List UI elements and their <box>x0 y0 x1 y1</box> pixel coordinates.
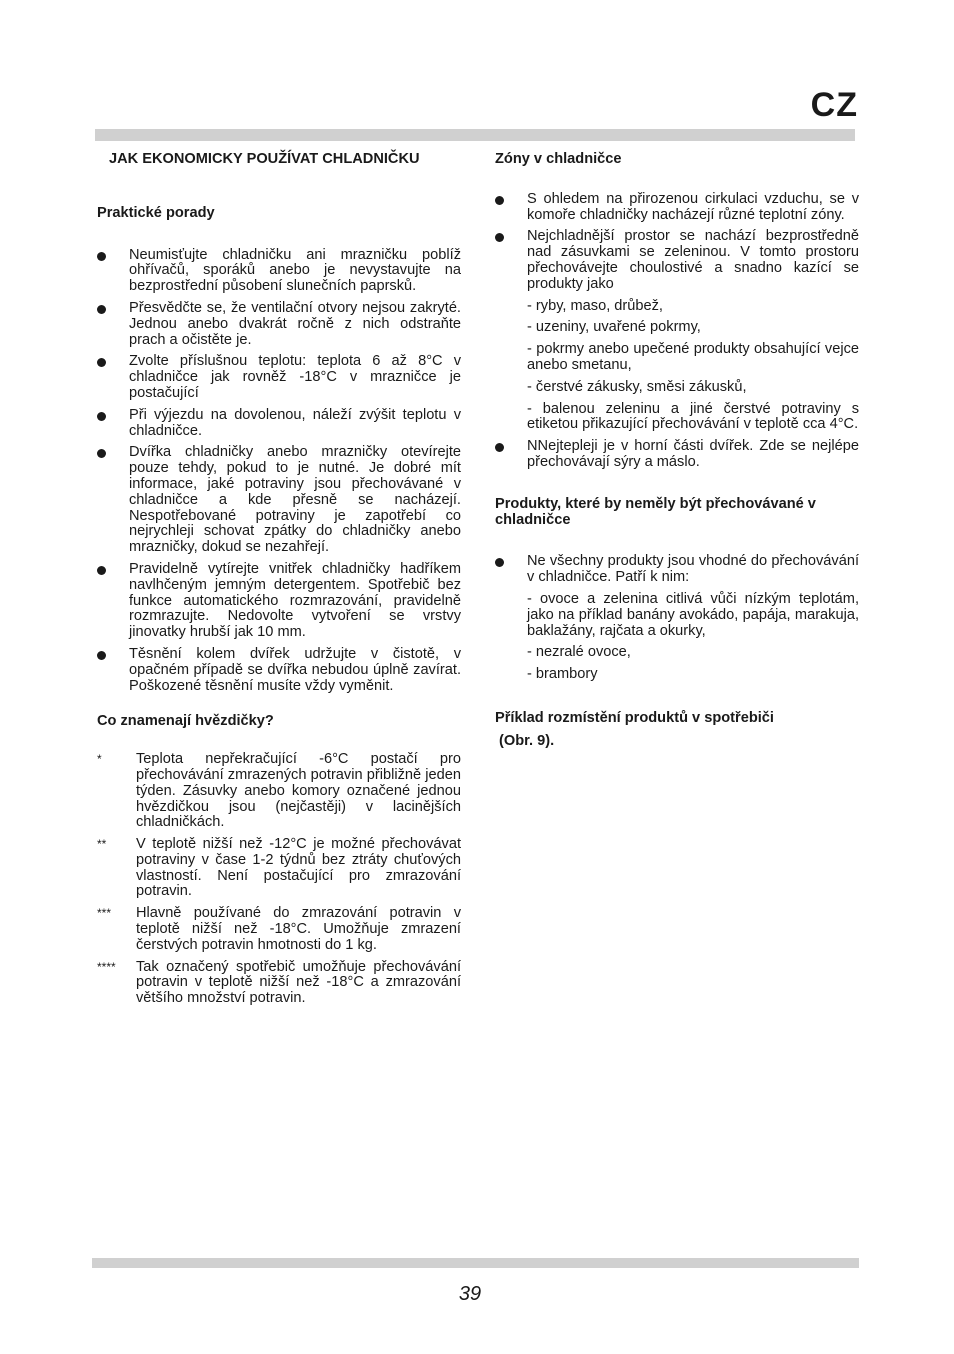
bullet-icon <box>97 651 106 660</box>
list-item: Ne všechny produkty jsou vhodné do přechovávání v chladničce. Patří k nim: <box>495 554 859 586</box>
bullet-icon <box>495 558 504 567</box>
star-marker: ** <box>97 837 107 852</box>
bullet-icon <box>495 443 504 452</box>
zones-list-2 <box>495 439 859 471</box>
bottom-divider-bar <box>92 1258 859 1268</box>
list-item: - pokrmy anebo upečené produkty obsahující vejce anebo smetanu, <box>527 341 859 373</box>
list-item: - ovoce a zelenina citlivá vůči nízkým teplotám, jako na příklad banány avokádo, papája, marakuja, baklažány, rajčata a okurky, <box>527 590 859 639</box>
list-item: Nejchladnější prostor se nachází bezprostředně nad zásuvkami se zeleninou. V tomto prostoru přechovávejte choulostivé a snadno kazící se produkty jako <box>495 229 859 292</box>
right-column <box>495 152 859 750</box>
language-code: CZ <box>810 86 858 124</box>
bullet-icon <box>495 233 504 242</box>
list-item: Zvolte příslušnou teplotu: teplota 6 až 8°C v chladničce jak rovněž -18°C v mrazničce je postačující <box>97 354 461 401</box>
zones-list <box>495 192 859 293</box>
star-marker: *** <box>97 906 112 921</box>
example-reference: (Obr. 9). <box>499 732 555 749</box>
bullet-icon <box>97 252 106 261</box>
zones-heading: Zóny v chladničce <box>495 151 622 167</box>
not-stored-products-list <box>495 592 859 683</box>
list-item: - ryby, maso, drůbež, <box>527 297 663 314</box>
stars-heading: Co znamenají hvězdičky? <box>97 713 274 730</box>
list-item: - nezralé ovoce, <box>527 644 631 661</box>
section-title: JAK EKONOMICKY POUŽÍVAT CHLADNIČKU <box>109 151 420 167</box>
list-item: - balenou zeleninu a jiné čerstvé potraviny s etiketou přikazující přechovávání v teplotě cca 4°C. <box>527 400 859 433</box>
list-item: Pravidelně vytírejte vnitřek chladničky hadříkem navlhčeným jemným detergentem. Spotřebič bez funkce automatického rozmrazování, pravidelně rozmrazujte. Nedovolte vytvoření se vrstvy jinovatky hrubší jak 10 mm. <box>97 562 461 641</box>
list-item: - uzeniny, uvařené pokrmy, <box>527 319 701 336</box>
bullet-icon <box>97 449 106 458</box>
list-item: S ohledem na přirozenou cirkulaci vzduchu, se v komoře chladničky nacházejí různé teplotní zóny. <box>495 192 859 224</box>
list-item: * Teplota nepřekračující -6°C postačí pro přechovávání zmrazených potravin přibližně jeden týden. Zásuvky anebo komory označené jednou hvězdičkou jsou (nejčastěji) v lacinějších chladničkách. <box>97 751 461 831</box>
not-stored-list <box>495 554 859 586</box>
tips-list <box>97 248 461 695</box>
bullet-icon <box>97 566 106 575</box>
bullet-icon <box>97 358 106 367</box>
bullet-icon <box>495 196 504 205</box>
list-item: - brambory <box>527 666 598 683</box>
list-item: NNejtepleji je v horní části dvířek. Zde se nejlépe přechovávají sýry a máslo. <box>495 439 859 471</box>
page-number: 39 <box>458 1283 482 1305</box>
top-divider-bar <box>95 129 855 141</box>
list-item: - čerstvé zákusky, směsi zákusků, <box>527 378 747 395</box>
not-stored-heading: Produkty, které by neměly být přechovávané v chladničce <box>495 495 816 528</box>
list-item: ** V teplotě nižší než -12°C je možné přechovávat potraviny v čase 1-2 týdnů bez ztráty chuťových vlastností. Není postačující pro zmrazování potravin. <box>97 836 461 900</box>
bullet-icon <box>97 412 106 421</box>
stars-list <box>97 752 461 1007</box>
left-column <box>97 152 461 1013</box>
example-heading: Příklad rozmístění produktů v spotřebiči <box>495 709 774 726</box>
list-item: Při výjezdu na dovolenou, náleží zvýšit teplotu v chladničce. <box>97 408 461 440</box>
list-item: Přesvědčte se, že ventilační otvory nejsou zakryté. Jednou anebo dvakrát ročně z nich odstraňte prach a očistěte je. <box>97 301 461 348</box>
tips-heading: Praktické porady <box>97 204 215 221</box>
list-item: Dvířka chladničky anebo mrazničky otevírejte pouze tehdy, pokud to je nutné. Je dobré mít informace, jaké potraviny jsou přechovávané v chladničce a kde přesně se nacházejí. Nespotřebované potraviny je zapotřebí co nejrychleji schovat zpátky do chladničky anebo mrazničky, dokud se nezahřejí. <box>97 445 461 556</box>
star-marker: * <box>97 752 102 767</box>
bullet-icon <box>97 305 106 314</box>
list-item: *** Hlavně používané do zmrazování potravin v teplotě nižší než -18°C. Umožňuje zmrazení čerstvých potravin hmotnosti do 1 kg. <box>97 905 461 953</box>
zone-products-list <box>495 299 859 434</box>
list-item: **** Tak označený spotřebič umožňuje přechovávání potravin v teplotě nižší než -18°C a zmrazování většího množství potravin. <box>97 958 461 1007</box>
list-item: Těsnění kolem dvířek udržujte v čistotě, v opačném případě se dvířka nebudou úplně zavírat. Poškozené těsnění musíte vždy vyměnit. <box>97 647 461 694</box>
list-item: Neumisťujte chladničku ani mrazničku poblíž ohřívačů, sporáků anebo je nevystavujte na bezprostřední působení slunečních paprsků. <box>97 248 461 295</box>
star-marker: **** <box>97 959 116 974</box>
